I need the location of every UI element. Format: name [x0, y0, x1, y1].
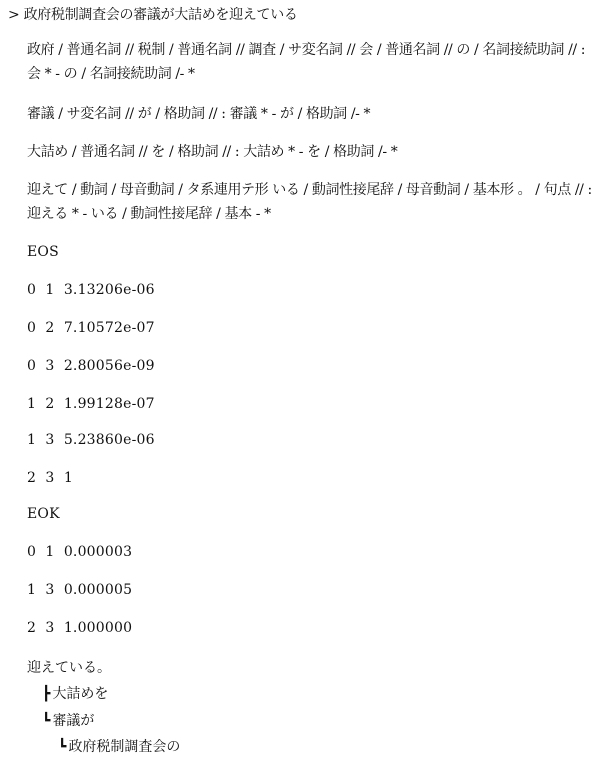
- token-line-4: 迎えて / 動詞 / 母音動詞 / タ系連用テ形 いる / 動詞性接尾辞 / 母音動詞 / 基本形 。 / 句点 // : 迎える * - いる / 動詞性接尾辞 / 基本 - *: [27, 182, 592, 222]
- eok-label: EOK: [27, 506, 60, 522]
- token-line-3: 大詰め / 普通名詞 // を / 格助詞 // : 大詰め * - を / 格助詞 /- *: [27, 144, 398, 160]
- eos-row: 1 3 5.23860e-06: [27, 432, 155, 448]
- tree-node: [42, 710, 94, 730]
- eos-row: 0 1 3.13206e-06: [27, 282, 155, 298]
- tree-node-label: 大詰めを: [52, 686, 109, 702]
- eok-row: 2 3 1.000000: [27, 620, 133, 636]
- tree-node: [42, 683, 108, 703]
- tree-node: [58, 736, 180, 756]
- eos-row: 0 2 7.10572e-07: [27, 320, 155, 336]
- prompt-line: [8, 4, 298, 24]
- token-line-2: 審議 / サ変名詞 // が / 格助詞 // : 審議 * - が / 格助詞 /- *: [27, 106, 371, 122]
- prompt-symbol: >: [8, 7, 20, 23]
- eok-row: 1 3 0.000005: [27, 582, 133, 598]
- eos-row: 1 2 1.99128e-07: [27, 396, 155, 412]
- tree-root: [27, 657, 111, 677]
- tree-node-label: 政府税制調査会の: [68, 739, 181, 755]
- eos-row: 0 3 2.80056e-09: [27, 358, 155, 374]
- tree-branch-glyph: ┗: [42, 713, 51, 729]
- eok-row: 0 1 0.000003: [27, 544, 133, 560]
- tree-node-label: 審議が: [52, 713, 95, 729]
- tree-branch-glyph: ┣: [42, 686, 51, 702]
- token-line-1: 政府 / 普通名詞 // 税制 / 普通名詞 // 調査 / サ変名詞 // 会 / 普通名詞 // の / 名詞接続助詞 // : 会 * - の / 名詞接続助詞 /- *: [27, 42, 586, 82]
- eos-label: EOS: [27, 244, 59, 260]
- tree-root-label: 迎えている。: [27, 660, 111, 676]
- eos-row: 2 3 1: [27, 470, 73, 486]
- input-sentence: 政府税制調査会の審議が大詰めを迎えている: [23, 7, 298, 23]
- tree-branch-glyph: ┗: [58, 739, 67, 755]
